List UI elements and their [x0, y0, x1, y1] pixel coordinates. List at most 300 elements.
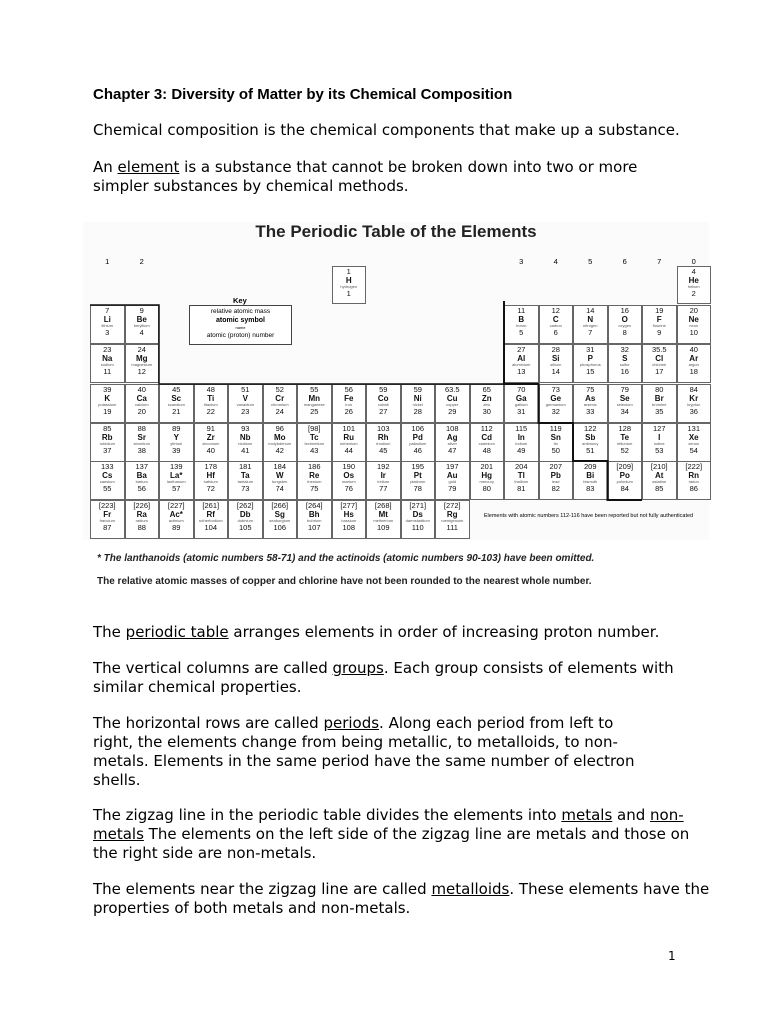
atomic-number: 7 [588, 328, 593, 337]
element-name: palladium [409, 441, 427, 446]
atomic-symbol: Rn [688, 471, 700, 480]
atomic-mass: 197 [445, 462, 459, 471]
zigzag-line [83, 222, 709, 540]
atomic-symbol: Mn [308, 394, 321, 403]
atomic-symbol: Mt [378, 510, 388, 519]
atomic-mass: 209 [583, 462, 597, 471]
element-name: platinum [410, 479, 426, 484]
atomic-mass: 207 [549, 462, 562, 471]
element-name: lithium [101, 323, 114, 328]
atomic-mass: 89 [172, 424, 181, 433]
atomic-mass: 16 [620, 306, 629, 315]
atomic-mass: [210] [650, 462, 668, 471]
element-name: bohrium [307, 518, 322, 523]
element-name: gold [448, 479, 457, 484]
atomic-number: 89 [172, 523, 181, 532]
atomic-mass: 24 [137, 345, 146, 354]
element-name: scandium [167, 402, 185, 407]
atomic-number: 52 [620, 446, 629, 455]
atomic-mass: 40 [137, 385, 146, 394]
atomic-number: 111 [446, 523, 458, 532]
element-name: carbon [549, 323, 562, 328]
group-label: 6 [622, 257, 627, 266]
atomic-number: 36 [689, 407, 698, 416]
atomic-mass: 201 [480, 462, 493, 471]
element-name: niobium [238, 441, 253, 446]
atomic-number: 12 [137, 367, 146, 376]
atomic-mass: 192 [376, 462, 390, 471]
atomic-number: 26 [344, 407, 353, 416]
atomic-symbol: Zr [206, 433, 215, 442]
element-name: chlorine [652, 362, 667, 367]
atomic-symbol: Ac* [169, 510, 183, 519]
atomic-symbol: He [688, 276, 699, 285]
atomic-symbol: W [275, 471, 284, 480]
atomic-mass: [227] [167, 501, 185, 510]
element-name: barium [135, 479, 148, 484]
element-name: oxygen [618, 323, 632, 328]
group-label: 3 [519, 257, 524, 266]
atomic-symbol: Kr [689, 394, 699, 403]
atomic-number: 108 [342, 523, 355, 532]
atomic-mass: 4 [691, 267, 696, 276]
atomic-mass: 9 [139, 306, 144, 315]
atomic-symbol: Re [309, 471, 320, 480]
atomic-mass: 80 [655, 385, 664, 394]
element-name: sulfur [619, 362, 630, 367]
element-name: caesium [99, 479, 115, 484]
atomic-symbol: Ra [136, 510, 147, 519]
page-number: 1 [668, 949, 676, 963]
element-name: chromium [270, 402, 289, 407]
metal-nonmetal-divider [504, 301, 642, 500]
element-name: helium [687, 284, 700, 289]
element-name: titanium [203, 402, 218, 407]
atomic-symbol: P [587, 354, 593, 363]
atomic-symbol: Ta [240, 471, 250, 480]
atomic-mass: 11 [517, 306, 526, 315]
atomic-number: 49 [517, 446, 526, 455]
atomic-symbol: Os [343, 471, 355, 480]
atomic-symbol: Ne [688, 315, 699, 324]
atomic-symbol: Ds [412, 510, 423, 519]
atomic-number: 88 [137, 523, 146, 532]
atomic-number: 24 [275, 407, 284, 416]
atomic-mass: 19 [655, 306, 664, 315]
atomic-symbol: Ge [550, 394, 562, 403]
atomic-number: 33 [586, 407, 595, 416]
element-name: iron [345, 402, 353, 407]
element-name: beryllium [133, 323, 150, 328]
atomic-number: 21 [172, 407, 181, 416]
atomic-number: 32 [551, 407, 560, 416]
element-name: francium [99, 518, 115, 523]
atomic-symbol: At [655, 471, 664, 480]
periodic-table-figure [83, 222, 709, 540]
atomic-symbol: Tc [309, 433, 319, 442]
atomic-symbol: H [345, 276, 352, 285]
atomic-number: 87 [103, 523, 112, 532]
atomic-number: 20 [137, 407, 146, 416]
atomic-symbol: Cs [102, 471, 113, 480]
atomic-symbol: Ca [136, 394, 147, 403]
element-name: copper [446, 402, 459, 407]
atomic-mass: 178 [204, 462, 217, 471]
atomic-mass: [277] [340, 501, 358, 510]
atomic-mass: 52 [275, 385, 284, 394]
group-label: 4 [553, 257, 558, 266]
atomic-symbol: Sg [274, 510, 285, 519]
element-name: tellurium [617, 441, 633, 446]
atomic-number: 16 [620, 367, 629, 376]
atomic-number: 86 [689, 484, 698, 493]
element-paragraph: An element is a substance that cannot be broken down into two or more simpler substances by chemical methods. [93, 158, 638, 195]
element-name: ruthenium [339, 441, 358, 446]
atomic-number: 42 [275, 446, 284, 455]
atomic-symbol: N [587, 315, 594, 324]
element-name: neon [689, 323, 699, 328]
element-name: bismuth [583, 479, 598, 484]
atomic-mass: 12 [551, 306, 560, 315]
element-name: tantalum [237, 479, 253, 484]
element-name: gallium [514, 402, 528, 407]
term-periods: periods [323, 714, 380, 732]
atomic-number: 72 [206, 484, 215, 493]
atomic-symbol: Y [173, 433, 179, 442]
atomic-symbol: Mo [273, 433, 286, 442]
element-name: arsenic [583, 402, 597, 407]
element-name: selenium [616, 402, 633, 407]
element-name: xenon [688, 441, 700, 446]
atomic-mass: 63.5 [444, 385, 460, 394]
atomic-symbol: Bi [586, 471, 595, 480]
atomic-mass: 128 [618, 424, 631, 433]
atomic-symbol: Cr [275, 394, 285, 403]
composition-definition: Chemical composition is the chemical components that make up a substance. [93, 121, 680, 139]
atomic-symbol: Si [551, 354, 560, 363]
atomic-symbol: Xe [688, 433, 699, 442]
atomic-symbol: Ar [689, 354, 699, 363]
element-name: magnesium [131, 362, 153, 367]
atomic-symbol: Sb [585, 433, 596, 442]
atomic-number: 76 [344, 484, 353, 493]
atomic-mass: 108 [445, 424, 459, 433]
atomic-symbol: Ti [207, 394, 215, 403]
atomic-symbol: Li [103, 315, 111, 324]
element-name: radon [688, 479, 699, 484]
element-name: calcium [134, 402, 149, 407]
atomic-number: 5 [519, 328, 524, 337]
element-name: actinium [168, 518, 184, 523]
term-element: element [117, 158, 180, 176]
atomic-symbol: Fe [344, 394, 354, 403]
atomic-number: 13 [517, 367, 526, 376]
element-name: polonium [616, 479, 633, 484]
atomic-mass: [222] [685, 462, 703, 471]
element-name: argon [688, 362, 699, 367]
atomic-mass: 122 [583, 424, 597, 433]
atomic-mass: 181 [238, 462, 252, 471]
element-name: hassium [341, 518, 357, 523]
atomic-mass: [209] [616, 462, 634, 471]
atomic-number: 23 [241, 407, 250, 416]
element-name: potassium [98, 402, 117, 407]
atomic-mass: 48 [206, 385, 215, 394]
element-name: osmium [341, 479, 356, 484]
atomic-symbol: Db [239, 510, 251, 519]
atomic-mass: 186 [307, 462, 321, 471]
atomic-mass: 1 [346, 267, 351, 276]
element-name: rutherfordium [198, 518, 223, 523]
atomic-mass: [98] [307, 424, 321, 433]
atomic-mass: [272] [443, 501, 461, 510]
atomic-mass: 88 [137, 424, 146, 433]
atomic-symbol: Se [619, 394, 630, 403]
element-name: radium [135, 518, 148, 523]
term-groups: groups [332, 659, 384, 677]
atomic-mass: 40 [689, 345, 698, 354]
atomic-mass: [264] [305, 501, 323, 510]
metalloids-paragraph: The elements near the zigzag line are called metalloids. These elements have the properties of both metals and non-metals. [93, 880, 710, 917]
atomic-number: 81 [517, 484, 526, 493]
group-label: 5 [588, 257, 593, 266]
element-name: manganese [303, 402, 325, 407]
atomic-mass: 133 [100, 462, 114, 471]
atomic-mass: 139 [169, 462, 183, 471]
atomic-mass: 131 [687, 424, 700, 433]
atomic-symbol: Ag [446, 433, 458, 442]
atomic-number: 40 [206, 446, 215, 455]
atomic-mass: [261] [202, 501, 220, 510]
key-mass: relative atomic mass [210, 308, 271, 315]
atomic-mass: [226] [133, 501, 151, 510]
atomic-mass: 20 [689, 306, 698, 315]
atomic-number: 105 [238, 523, 252, 532]
atomic-number: 17 [655, 367, 664, 376]
element-name: technetium [304, 441, 325, 446]
atomic-mass: 32 [620, 345, 629, 354]
atomic-mass: 195 [411, 462, 424, 471]
atomic-number: 44 [344, 446, 353, 455]
atomic-number: 35 [655, 407, 664, 416]
atomic-symbol: Sn [550, 433, 561, 442]
atomic-number: 37 [103, 446, 112, 455]
atomic-symbol: O [621, 315, 628, 324]
element-name: rhenium [307, 479, 322, 484]
atomic-symbol: Be [136, 315, 147, 324]
atomic-number: 55 [103, 484, 112, 493]
atomic-number: 75 [310, 484, 319, 493]
element-name: tungsten [272, 479, 288, 484]
atomic-symbol: Pd [412, 433, 423, 442]
atomic-number: 79 [448, 484, 457, 493]
atomic-mass: [268] [374, 501, 392, 510]
atomic-symbol: La* [170, 471, 183, 480]
atomic-number: 22 [206, 407, 215, 416]
group-label: 2 [139, 257, 144, 266]
atomic-symbol: V [242, 394, 248, 403]
intro-paragraph [93, 121, 713, 140]
atomic-mass: 14 [586, 306, 595, 315]
atomic-number: 107 [307, 523, 321, 532]
atomic-number: 25 [310, 407, 319, 416]
atomic-number: 48 [482, 446, 491, 455]
atomic-number: 73 [241, 484, 250, 493]
atomic-mass: [223] [98, 501, 116, 510]
atomic-number: 39 [172, 446, 181, 455]
atomic-mass: 59 [379, 385, 388, 394]
element-name: mercury [479, 479, 494, 484]
atomic-number: 74 [275, 484, 284, 493]
atomic-symbol: Cl [655, 354, 664, 363]
atomic-mass: 84 [689, 385, 698, 394]
element-name: bromine [652, 402, 667, 407]
atomic-number: 14 [551, 367, 560, 376]
atomic-number: 45 [379, 446, 388, 455]
atomic-number: 2 [691, 289, 696, 298]
periodic-table-title: The Periodic Table of the Elements [255, 222, 537, 241]
key-symbol: atomic symbol [215, 317, 265, 324]
atomic-number: 109 [376, 523, 390, 532]
term-periodic-table: periodic table [125, 623, 229, 641]
atomic-symbol: Fr [103, 510, 112, 519]
table-outline [90, 305, 504, 384]
atomic-symbol: Mg [135, 354, 148, 363]
atomic-mass: 93 [241, 424, 250, 433]
atomic-mass: [266] [271, 501, 289, 510]
atomic-symbol: Pb [550, 471, 561, 480]
atomic-number: 15 [586, 367, 595, 376]
atomic-number: 47 [448, 446, 457, 455]
atomic-number: 54 [689, 446, 698, 455]
atomic-mass: 91 [206, 424, 215, 433]
atomic-number: 110 [411, 523, 424, 532]
element-name: cobalt [377, 402, 389, 407]
element-name: dubnium [237, 518, 253, 523]
group-label: 1 [105, 257, 110, 266]
element-name: meitnerium [373, 518, 394, 523]
atomic-symbol: I [658, 433, 661, 442]
atomic-symbol: Al [517, 354, 526, 363]
element-name: lanthanum [166, 479, 186, 484]
atomic-mass: 56 [344, 385, 353, 394]
atomic-symbol: Sc [171, 394, 182, 403]
atomic-number: 50 [551, 446, 560, 455]
atomic-number: 11 [103, 367, 112, 376]
element-name: zirconium [202, 441, 220, 446]
atomic-number: 77 [379, 484, 388, 493]
element-name: iodine [653, 441, 665, 446]
atomic-symbol: Br [654, 394, 664, 403]
atomic-symbol: B [518, 315, 525, 324]
element-name: roentgenium [441, 518, 464, 523]
atomic-mass: 7 [105, 306, 110, 315]
atomic-number: 57 [172, 484, 181, 493]
atomic-number: 9 [657, 328, 662, 337]
atomic-mass: [271] [409, 501, 427, 510]
atomic-number: 56 [137, 484, 146, 493]
atomic-mass: 39 [103, 385, 112, 394]
atomic-mass: 119 [549, 424, 562, 433]
reported-elements-note: Elements with atomic numbers 112-116 have been reported but not fully authenticated [483, 513, 694, 519]
atomic-symbol: Po [619, 471, 630, 480]
key-name: name [235, 325, 246, 330]
atomic-symbol: In [517, 433, 525, 442]
atomic-mass: 103 [376, 424, 390, 433]
atomic-mass: 73 [551, 385, 560, 394]
atomic-symbol: Au [446, 471, 458, 480]
atomic-number: 31 [517, 407, 526, 416]
element-name: astatine [652, 479, 667, 484]
atomic-mass: 45 [172, 385, 181, 394]
atomic-mass: 112 [480, 424, 493, 433]
atomic-number: 80 [482, 484, 491, 493]
atomic-mass: 79 [620, 385, 629, 394]
atomic-symbol: Rg [446, 510, 458, 519]
atomic-number: 18 [689, 367, 698, 376]
periods-paragraph: The horizontal rows are called periods. Along each period from left to right, the elements change from being metallic, to metalloids, to non-metals. Elements in the same period have the same number of electron shells. [93, 714, 635, 789]
element-name: yttrium [170, 441, 183, 446]
element-name: zinc [483, 402, 491, 407]
atomic-number: 84 [620, 484, 629, 493]
atomic-number: 53 [655, 446, 664, 455]
atomic-symbol: C [552, 315, 559, 324]
element-name: indium [515, 441, 528, 446]
atomic-number: 38 [137, 446, 146, 455]
atomic-symbol: Pt [413, 471, 422, 480]
element-name: cadmium [478, 441, 495, 446]
element-name: iridium [377, 479, 390, 484]
element-name: fluorine [652, 323, 666, 328]
term-metals: metals [561, 806, 613, 824]
atomic-symbol: Ir [380, 471, 386, 480]
atomic-symbol: Nb [239, 433, 251, 442]
atomic-symbol: Ba [136, 471, 147, 480]
term-non-metals: non-metals [93, 806, 684, 843]
element-name: seaborgium [269, 518, 291, 523]
atomic-symbol: Te [620, 433, 630, 442]
atomic-mass: 27 [517, 345, 526, 354]
key-number: atomic (proton) number [206, 332, 275, 339]
group-label: 7 [657, 257, 662, 266]
atomic-number: 6 [553, 328, 558, 337]
atomic-symbol: Na [102, 354, 113, 363]
atomic-mass: 31 [586, 345, 595, 354]
element-name: molybdenum [268, 441, 292, 446]
atomic-number: 27 [379, 407, 388, 416]
atomic-number: 19 [103, 407, 112, 416]
atomic-number: 28 [413, 407, 422, 416]
key-heading: Key [233, 296, 247, 305]
atomic-number: 4 [139, 328, 144, 337]
atomic-symbol: Cd [481, 433, 493, 442]
atomic-symbol: Rh [377, 433, 389, 442]
element-name: hydrogen [340, 284, 358, 289]
atomic-number: 85 [655, 484, 664, 493]
atomic-symbol: Bh [308, 510, 320, 519]
atomic-number: 41 [241, 446, 250, 455]
atomic-number: 1 [346, 289, 351, 298]
element-name: rhodium [376, 441, 391, 446]
atomic-symbol: Hs [343, 510, 354, 519]
element-name: krypton [687, 402, 701, 407]
metals-paragraph: The zigzag line in the periodic table divides the elements into metals and non-metals The elements on the left side of the zigzag line are metals and those on the right side are non-metals. [93, 806, 690, 862]
atomic-number: 43 [310, 446, 319, 455]
element-name: tin [553, 441, 558, 446]
atomic-mass: 106 [411, 424, 424, 433]
atomic-symbol: F [656, 315, 662, 324]
atomic-mass: 115 [515, 424, 528, 433]
